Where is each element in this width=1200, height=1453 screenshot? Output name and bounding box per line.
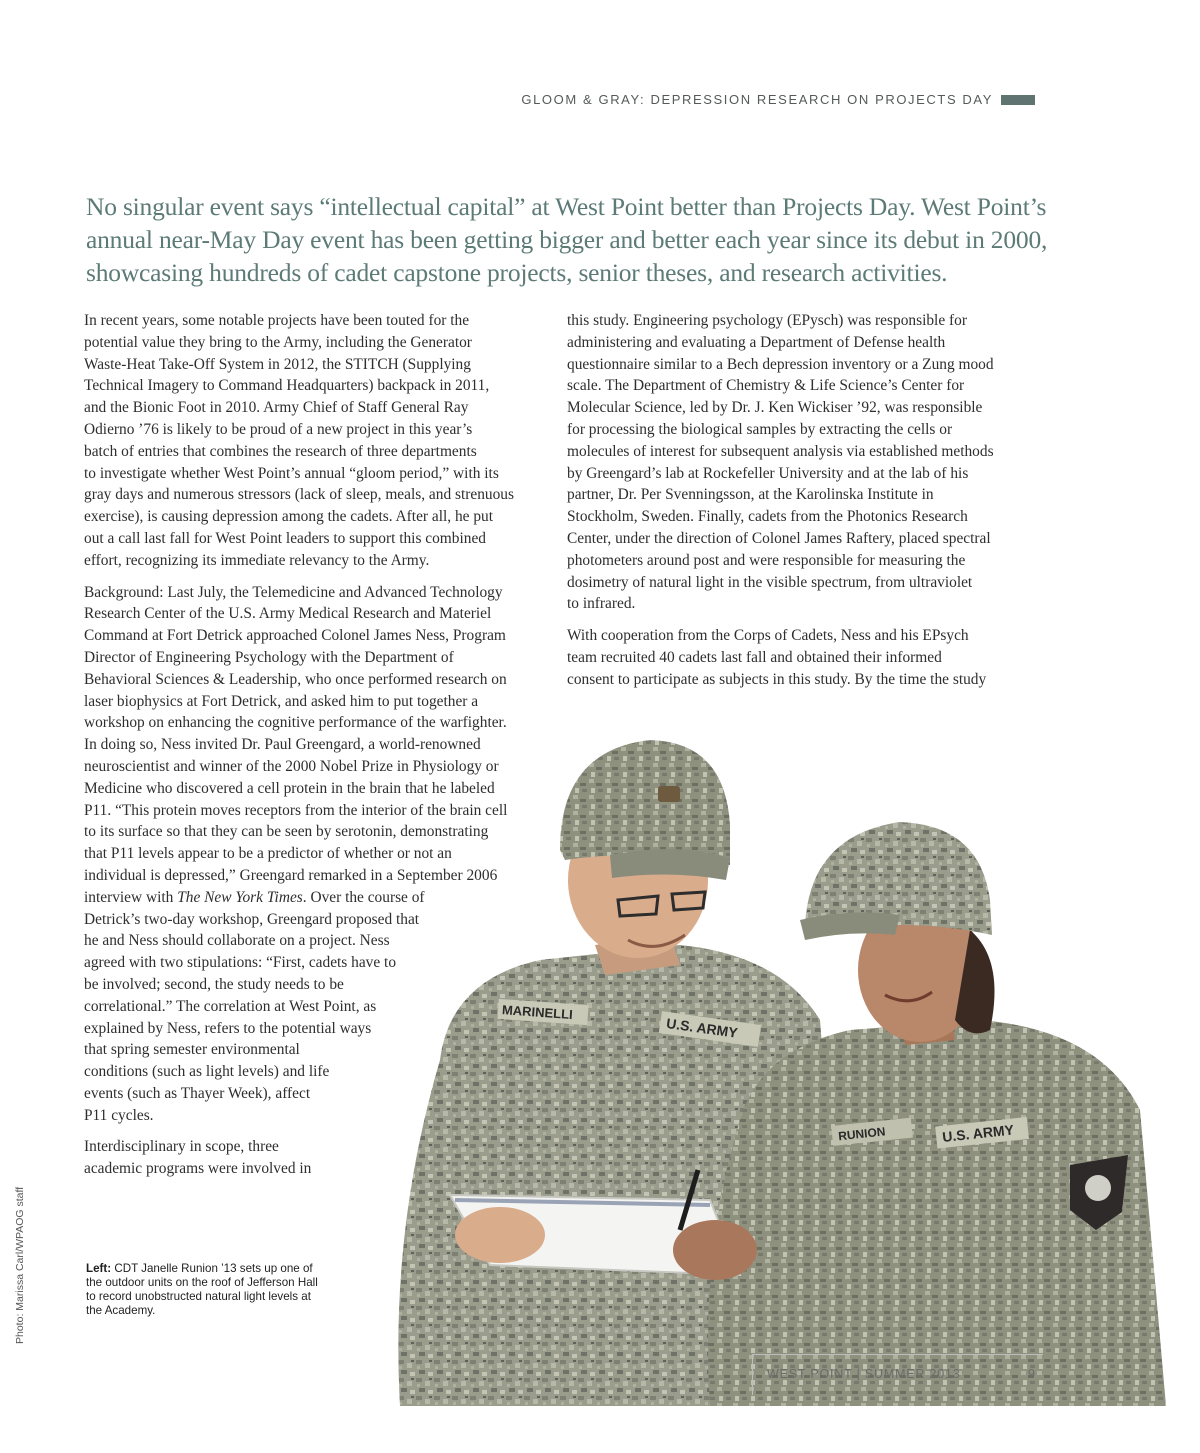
body-line: Technical Imagery to Command Headquarters) backpack in 2011, xyxy=(84,377,490,395)
body-line: Behavioral Sciences & Leadership, who once performed research on xyxy=(84,670,507,688)
body-line: events (such as Thayer Week), affect xyxy=(84,1084,311,1102)
branch-tape-left: U.S. ARMY xyxy=(665,1014,739,1041)
article-deck xyxy=(86,190,1046,289)
body-line: correlational.” The correlation at West Point, as xyxy=(84,997,377,1015)
body-line: conditions (such as light levels) and life xyxy=(84,1063,330,1081)
running-head xyxy=(520,92,1035,107)
body-line: P11. “This protein moves receptors from the interior of the brain cell xyxy=(84,801,508,819)
body-line: scale. The Department of Chemistry & Life Science’s Center for xyxy=(567,377,965,395)
body-line: Molecular Science, led by Dr. J. Ken Wickiser ’92, was responsible xyxy=(567,399,983,417)
name-tape-right: RUNION xyxy=(837,1124,887,1144)
running-head-text: GLOOM & GRAY: DEPRESSION RESEARCH ON PROJECTS DAY xyxy=(521,92,993,107)
body-line: administering and evaluating a Department of Defense health xyxy=(567,333,946,351)
caption-line xyxy=(86,1262,356,1276)
body-line: Research Center of the U.S. Army Medical Research and Materiel xyxy=(84,605,492,623)
body-line: effort, recognizing its immediate relevancy to the Army. xyxy=(84,551,430,569)
deck-line: No singular event says “intellectual capital” at West Point better than Projects Day. West Point’s xyxy=(86,192,1047,221)
body-line: Detrick’s two-day workshop, Greengard proposed that xyxy=(84,910,420,928)
body-line: explained by Ness, refers to the potential ways xyxy=(84,1019,372,1037)
body-line: P11 cycles. xyxy=(84,1106,154,1124)
running-head-bar xyxy=(1001,95,1035,105)
photo-credit: Photo: Marissa Carl/WPAOG staff xyxy=(14,1186,26,1344)
body-line: this study. Engineering psychology (EPysch) was responsible for xyxy=(567,312,967,329)
caption-line: to record unobstructed natural light levels at xyxy=(86,1290,311,1303)
name-tape-left: MARINELLI xyxy=(501,1002,574,1023)
body-line: Stockholm, Sweden. Finally, cadets from the Photonics Research xyxy=(567,508,968,526)
body-line: With cooperation from the Corps of Cadets, Ness and his EPsych xyxy=(567,627,969,645)
interview-prefix: interview with xyxy=(84,888,178,906)
body-line: exercise), is causing depression among the cadets. After all, he put xyxy=(84,508,494,526)
body-line: potential value they bring to the Army, including the Generator xyxy=(84,333,472,351)
page-number: 9 xyxy=(1028,1367,1035,1381)
body-line: gray days and numerous stressors (lack of sleep, meals, and strenuous xyxy=(84,486,514,504)
deck-line: annual near-May Day event has been getting bigger and better each year since its debut in 2000, xyxy=(86,225,1048,254)
body-line: workshop on enhancing the cognitive performance of the warfighter. xyxy=(84,714,507,732)
body-line: Waste-Heat Take-Off System in 2012, the STITCH (Supplying xyxy=(84,355,471,373)
body-line: questionnaire similar to a Bech depression inventory or a Zung mood xyxy=(567,355,994,373)
body-line: agreed with two stipulations: “First, cadets have to xyxy=(84,954,397,972)
cadets-photo xyxy=(380,730,1166,1406)
body-line: laser biophysics at Fort Detrick, and asked him to put together a xyxy=(84,692,479,710)
caption-line: the Academy. xyxy=(86,1304,156,1317)
body-line: Odierno ’76 is likely to be proud of a new project in this year’s xyxy=(84,420,473,438)
body-line: for processing the biological samples by extracting the cells or xyxy=(567,420,953,438)
footer-publication: WEST POINT | SUMMER 2013 xyxy=(767,1367,961,1381)
body-line: to its surface so that they can be seen by serotonin, demonstrating xyxy=(84,823,489,841)
paragraph-departments xyxy=(567,310,1047,615)
caption-line: the outdoor units on the roof of Jefferson Hall xyxy=(86,1276,318,1289)
body-line: In recent years, some notable projects have been touted for the xyxy=(84,312,470,329)
paragraph-intro xyxy=(84,310,564,572)
body-line: neuroscientist and winner of the 2000 Nobel Prize in Physiology or xyxy=(84,757,499,775)
body-line: Command at Fort Detrick approached Colonel James Ness, Program xyxy=(84,627,506,645)
body-line: dosimetry of natural light in the visible spectrum, from ultraviolet xyxy=(567,573,973,591)
paragraph-recruitment xyxy=(567,625,1047,690)
body-line: academic programs were involved in xyxy=(84,1160,312,1178)
body-line: Background: Last July, the Telemedicine and Advanced Technology xyxy=(84,583,503,601)
body-line: by Greengard’s lab at Rockefeller University and at the lab of his xyxy=(567,464,969,482)
caption-lead: Left: xyxy=(86,1262,112,1275)
photo-caption xyxy=(86,1262,356,1318)
cadets-illustration xyxy=(380,730,1166,1406)
body-line: he and Ness should collaborate on a project. Ness xyxy=(84,932,390,950)
body-line: be involved; second, the study needs to be xyxy=(84,975,344,993)
body-line: to infrared. xyxy=(567,595,636,613)
body-line: out a call last fall for West Point leaders to support this combined xyxy=(84,529,486,547)
body-line: individual is depressed,” Greengard remarked in a September 2006 xyxy=(84,866,498,884)
body-line: Center, under the direction of Colonel James Raftery, placed spectral xyxy=(567,529,991,547)
publication-title: The New York Times xyxy=(177,888,303,906)
body-line: to investigate whether West Point’s annual “gloom period,” with its xyxy=(84,464,499,482)
body-line: partner, Dr. Per Svenningsson, at the Karolinska Institute in xyxy=(567,486,934,504)
body-line: batch of entries that combines the research of three departments xyxy=(84,442,477,460)
deck-line: showcasing hundreds of cadet capstone projects, senior theses, and research activities. xyxy=(86,258,948,287)
body-line: that P11 levels appear to be a predictor of whether or not an xyxy=(84,845,452,863)
body-line: team recruited 40 cadets last fall and obtained their informed xyxy=(567,648,942,666)
body-line: Interdisciplinary in scope, three xyxy=(84,1138,279,1156)
page-footer xyxy=(752,1354,1043,1395)
right-column xyxy=(567,310,1047,701)
branch-tape-right: U.S. ARMY xyxy=(941,1121,1015,1145)
body-line: photometers around post and were responsible for measuring the xyxy=(567,551,966,569)
interview-suffix: . Over the course of xyxy=(302,888,425,906)
body-line: consent to participate as subjects in this study. By the time the study xyxy=(567,670,987,688)
body-line: molecules of interest for subsequent analysis via established methods xyxy=(567,442,994,460)
caption-text: CDT Janelle Runion ’13 sets up one of xyxy=(111,1262,313,1275)
body-line: In doing so, Ness invited Dr. Paul Greengard, a world-renowned xyxy=(84,736,481,754)
body-line: Director of Engineering Psychology with the Department of xyxy=(84,648,454,666)
body-line: Medicine who discovered a cell protein in the brain that he labeled xyxy=(84,779,495,797)
body-line: that spring semester environmental xyxy=(84,1041,300,1059)
body-line: and the Bionic Foot in 2010. Army Chief of Staff General Ray xyxy=(84,399,469,417)
